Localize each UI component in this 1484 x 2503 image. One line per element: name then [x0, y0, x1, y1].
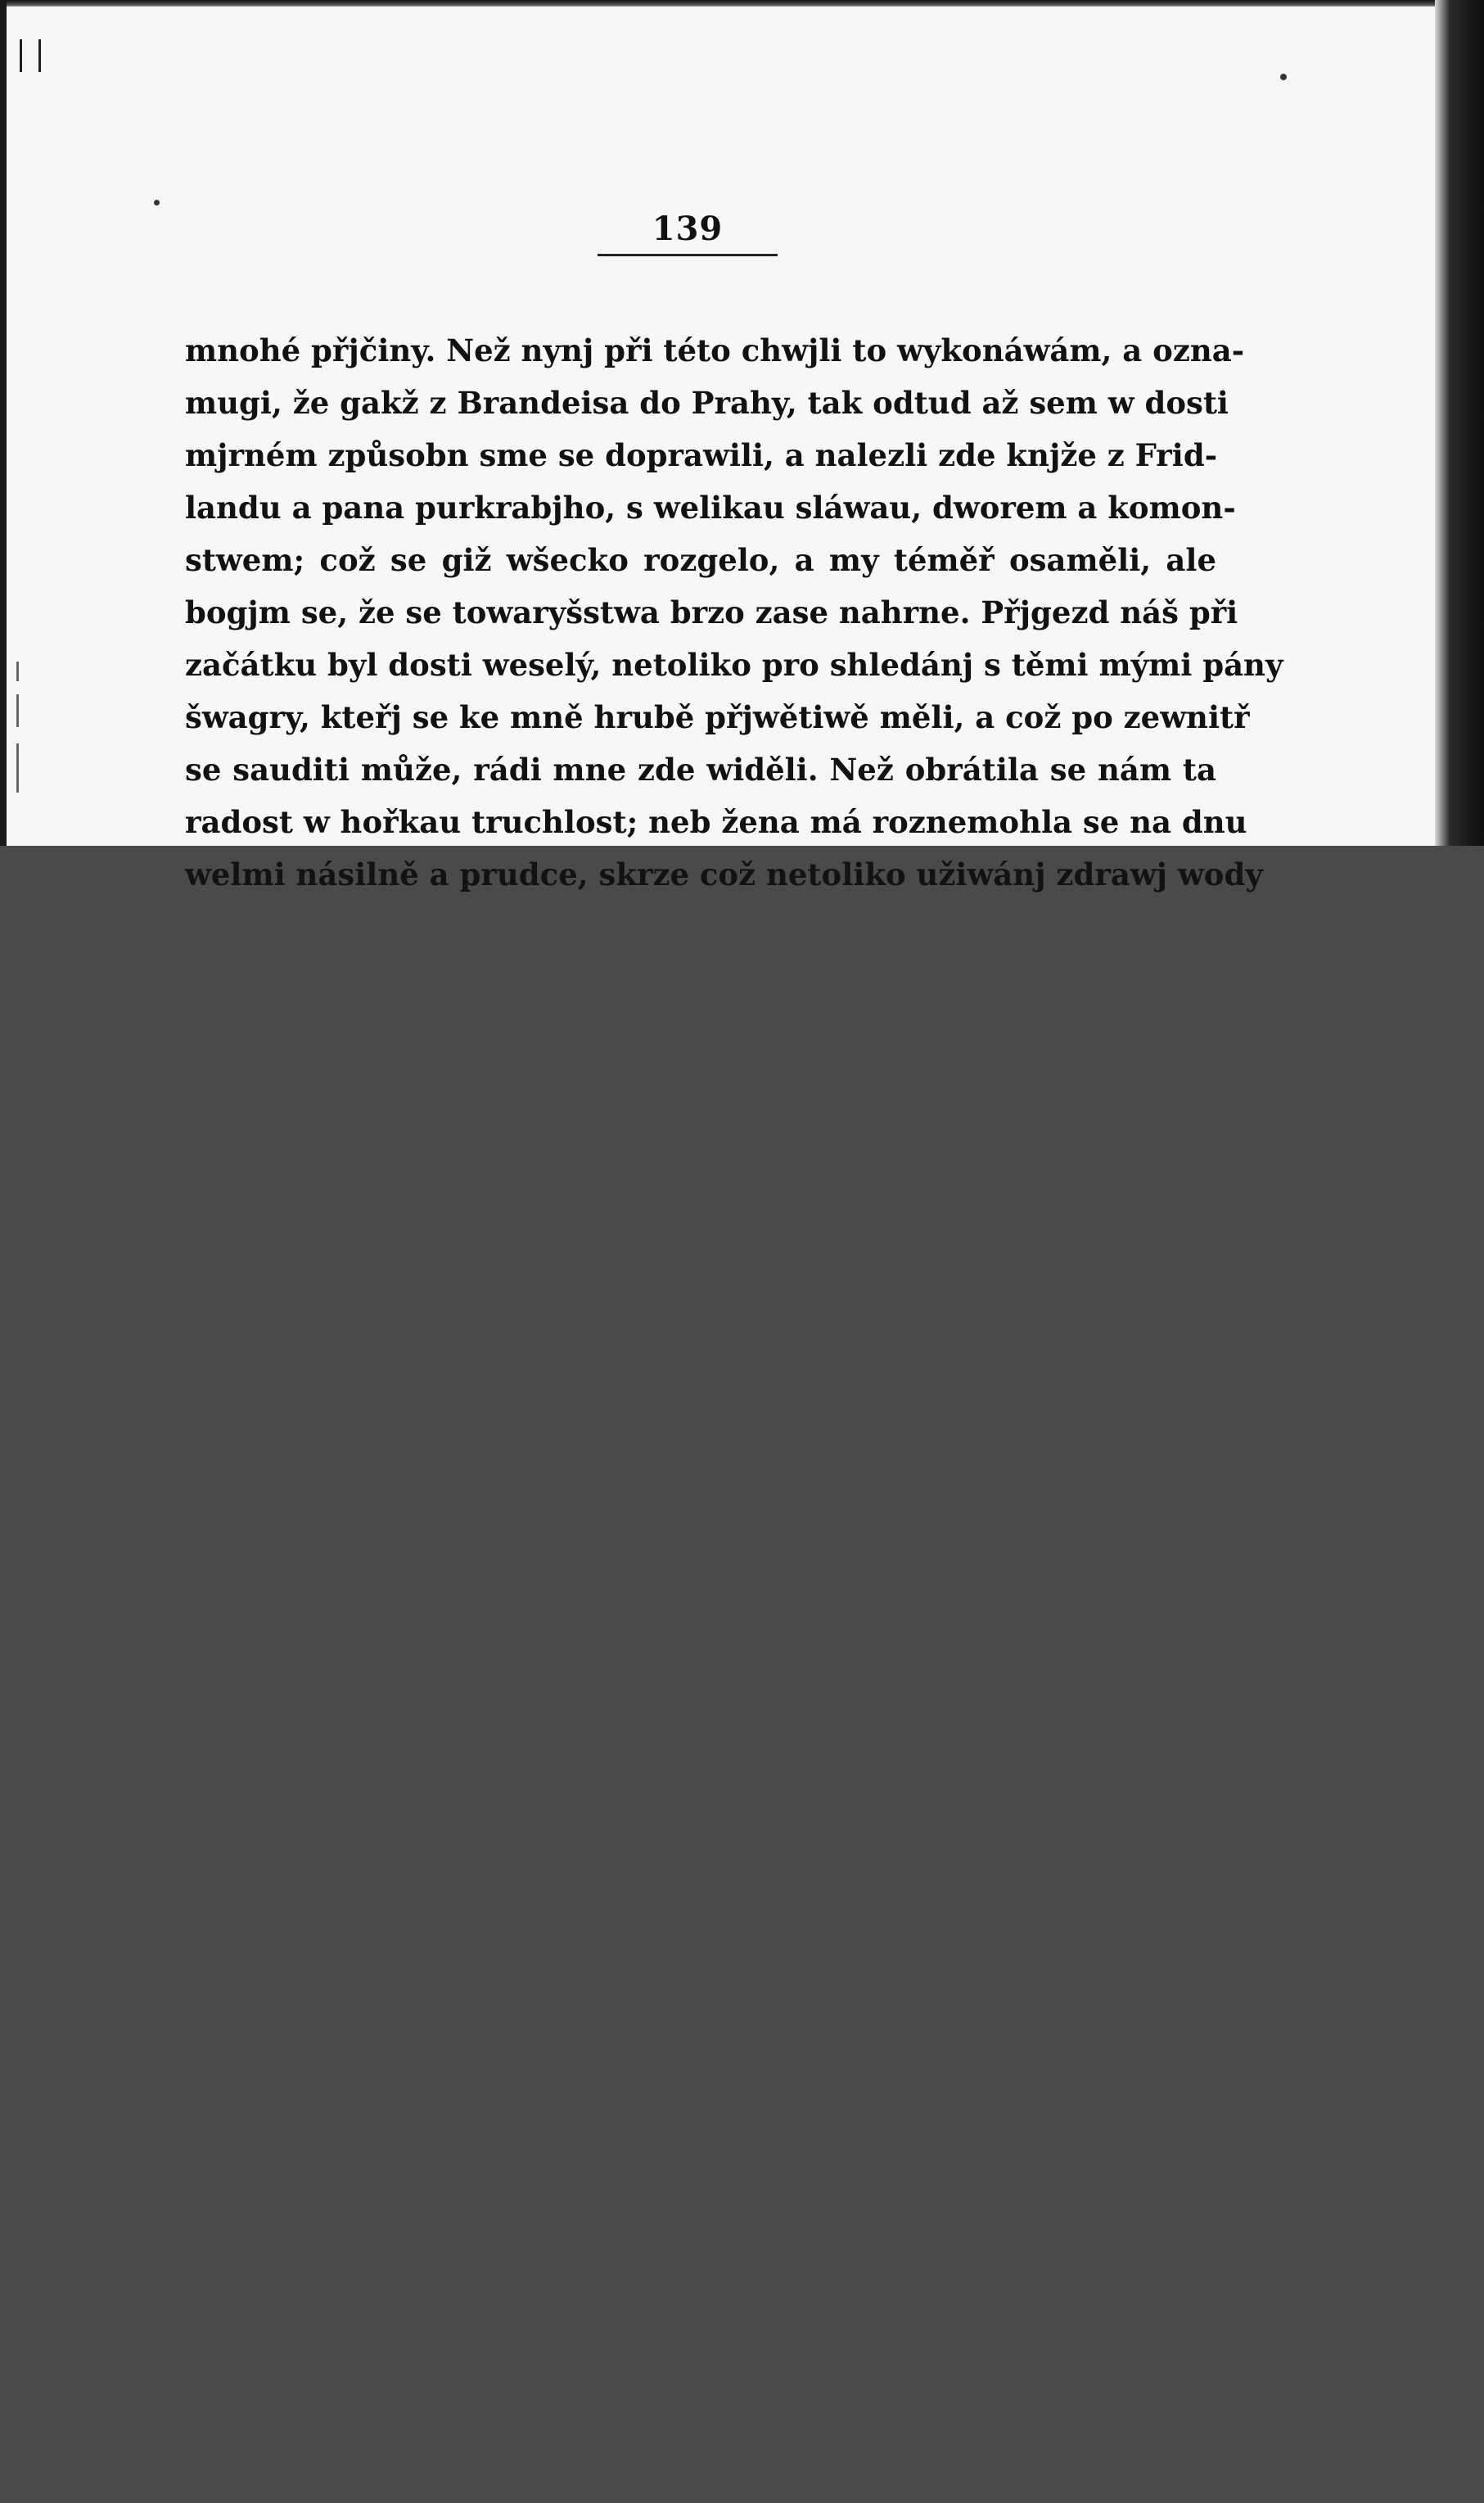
text-line: začátku byl dosti weselý, netoliko pro shledánj s těmi mými pány	[185, 647, 1283, 683]
text-line: se sauditi může, rádi mne zde widěli. Než obrátila se nám ta	[185, 752, 1216, 788]
text-line: mnohé přjčiny. Než nynj při této chwjli to wykonáwám, a ozna-	[185, 332, 1245, 368]
book-page	[7, 7, 1435, 892]
page-number-rule	[598, 254, 778, 256]
body-text	[185, 324, 1283, 901]
scan-artifact-mark	[20, 39, 41, 72]
text-line: mjrném způsobn sme se doprawili, a nalezli zde knjže z Frid-	[185, 437, 1218, 473]
page-number: 139	[652, 210, 724, 248]
scan-artifact-tick	[16, 743, 19, 793]
text-line: welmi násilně a prudce, skrze což netoliko užiwánj zdrawj wody	[185, 856, 1263, 892]
text-line: landu a pana purkrabjho, s welikau sláwau, dworem a komon-	[185, 490, 1236, 526]
scan-left-edge	[0, 0, 7, 846]
scan-speck	[154, 200, 160, 206]
scan-artifact-tick	[16, 662, 19, 681]
scan-speck	[1280, 74, 1287, 80]
text-line: bogjm se, že se towaryšstwa brzo zase nahrne. Přjgezd náš při	[185, 594, 1238, 630]
text-line: mugi, že gakž z Brandeisa do Prahy, tak odtud až sem w dosti	[185, 385, 1229, 421]
text-line: stwem; což se giž wšecko rozgelo, a my téměř osaměli, ale	[185, 542, 1216, 578]
text-line: radost w hořkau truchlost; neb žena má roznemohla se na dnu	[185, 804, 1247, 840]
scan-artifact-tick	[16, 694, 19, 727]
scan-right-edge	[1435, 0, 1484, 846]
text-line: šwagry, kteřj se ke mně hrubě přjwětiwě měli, a což po zewnitř	[185, 699, 1250, 735]
